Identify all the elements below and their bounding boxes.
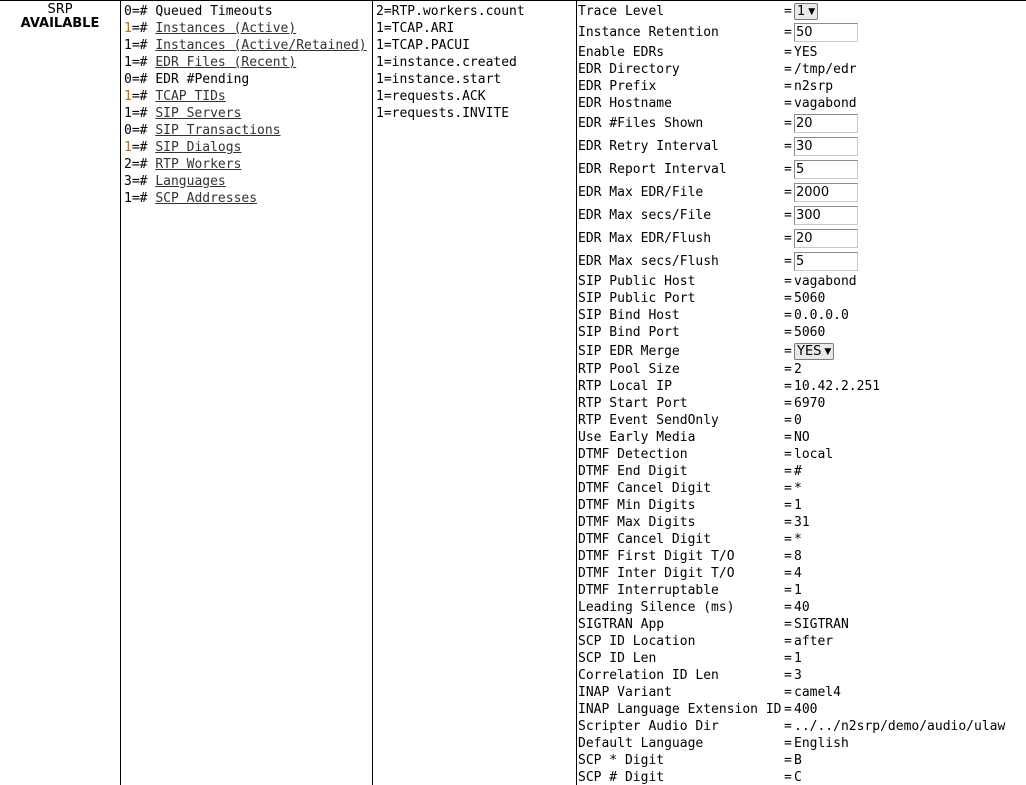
stat-label: instance.start	[391, 72, 502, 87]
setting-label: SIP Public Host	[578, 274, 696, 289]
counter-row-languages	[121, 173, 372, 190]
stats-column	[373, 1, 577, 785]
setting-equals: =	[784, 185, 792, 200]
counter-separator: =#	[131, 191, 148, 206]
instance-retention-input[interactable]	[794, 23, 858, 42]
counter-row-edr-pending	[121, 71, 372, 88]
stat-row: 2=RTP.workers.count	[376, 4, 525, 19]
counter-row-sip-dialogs	[121, 139, 372, 156]
setting-value: C	[794, 770, 802, 785]
chevron-down-icon: ▼	[824, 346, 832, 357]
counter-link-instances-active[interactable]: Instances (Active)	[155, 21, 297, 36]
setting-value-cell	[794, 650, 1005, 667]
counter-row-sip-transactions	[121, 122, 372, 139]
setting-equals: =	[784, 651, 792, 666]
counter-value: 0	[124, 123, 132, 138]
setting-value: 5060	[794, 325, 826, 340]
counter-separator: =#	[131, 72, 148, 87]
counter-value: 3	[124, 174, 132, 189]
setting-label: Enable EDRs	[578, 45, 665, 60]
setting-equals: =	[784, 583, 792, 598]
setting-value: 400	[794, 702, 818, 717]
setting-row-edr-files-shown	[578, 112, 1005, 135]
setting-label: SIP Public Port	[578, 291, 696, 306]
setting-equals: =	[784, 532, 792, 547]
setting-label: EDR Max EDR/File	[578, 185, 704, 200]
setting-row-sip-public-host	[578, 273, 1005, 290]
setting-row-edr-directory	[578, 61, 1005, 78]
edr-retry-interval-input[interactable]	[794, 137, 858, 156]
setting-row-instance-retention	[578, 21, 1005, 44]
setting-label: EDR Directory	[578, 62, 680, 77]
counter-row-tcap-tids	[121, 88, 372, 105]
setting-value-cell	[794, 341, 1005, 361]
setting-equals: =	[784, 753, 792, 768]
counter-separator: =#	[131, 140, 148, 155]
srp-header-column	[0, 1, 121, 785]
stats-list	[373, 1, 576, 122]
setting-value-cell	[794, 290, 1005, 307]
counter-separator: =#	[131, 4, 148, 19]
setting-row-sip-bind-host	[578, 307, 1005, 324]
setting-value: 10.42.2.251	[794, 379, 881, 394]
setting-label: EDR #Files Shown	[578, 116, 704, 131]
setting-row-dtmf-inter-digit-t-o	[578, 565, 1005, 582]
setting-value-cell	[794, 429, 1005, 446]
setting-value-cell	[794, 752, 1005, 769]
setting-equals: =	[784, 62, 792, 77]
setting-row-edr-retry-interval	[578, 135, 1005, 158]
setting-equals: =	[784, 96, 792, 111]
setting-equals: =	[784, 396, 792, 411]
setting-row-edr-max-edr-flush	[578, 227, 1005, 250]
setting-row-rtp-pool-size	[578, 361, 1005, 378]
stat-row: 1=instance.created	[376, 55, 517, 70]
setting-value-cell	[794, 667, 1005, 684]
setting-value: /tmp/edr	[794, 62, 857, 77]
setting-value: English	[794, 736, 849, 751]
setting-row-scp-digit	[578, 752, 1005, 769]
stat-row: 1=instance.start	[376, 72, 502, 87]
setting-row-enable-edrs	[578, 44, 1005, 61]
setting-value: *	[794, 532, 802, 547]
setting-value-cell	[794, 463, 1005, 480]
setting-equals: =	[784, 770, 792, 785]
counter-link-sip-servers[interactable]: SIP Servers	[155, 106, 242, 121]
setting-row-sip-bind-port	[578, 324, 1005, 341]
setting-row-dtmf-cancel-digit	[578, 480, 1005, 497]
counter-separator: =#	[131, 38, 148, 53]
setting-label: Default Language	[578, 736, 704, 751]
setting-value: vagabond	[794, 96, 857, 111]
setting-value-cell	[794, 158, 1005, 181]
setting-value-cell	[794, 361, 1005, 378]
stat-label: requests.INVITE	[391, 106, 510, 121]
select-value: YES	[797, 343, 822, 359]
setting-row-edr-max-secs-flush	[578, 250, 1005, 273]
counter-link-instances-active-retained[interactable]: Instances (Active/Retained)	[155, 38, 367, 53]
counters-list	[121, 1, 372, 207]
setting-equals: =	[784, 600, 792, 615]
setting-equals: =	[784, 308, 792, 323]
setting-equals: =	[784, 464, 792, 479]
setting-value: 0.0.0.0	[794, 308, 849, 323]
setting-row-edr-max-secs-file	[578, 204, 1005, 227]
counter-label-edr-pending: EDR #Pending	[155, 72, 250, 87]
setting-equals: =	[784, 566, 792, 581]
counter-separator: =#	[131, 106, 148, 121]
setting-label: DTMF Max Digits	[578, 515, 696, 530]
setting-label: SCP # Digit	[578, 770, 665, 785]
counter-row-scp-addresses	[121, 190, 372, 207]
edr-max-edr-file-input[interactable]	[794, 183, 858, 202]
setting-row-edr-report-interval	[578, 158, 1005, 181]
setting-value-cell	[794, 395, 1005, 412]
setting-equals: =	[784, 430, 792, 445]
edr-max-secs-file-input[interactable]	[794, 206, 858, 225]
setting-label: Scripter Audio Dir	[578, 719, 719, 734]
stat-row: 1=TCAP.ARI	[376, 21, 455, 36]
setting-equals: =	[784, 362, 792, 377]
counter-link-edr-files-recent[interactable]: EDR Files (Recent)	[155, 55, 297, 70]
counter-separator: =#	[131, 21, 148, 36]
counter-link-sip-transactions[interactable]: SIP Transactions	[155, 123, 281, 138]
setting-value: *	[794, 481, 802, 496]
setting-equals: =	[784, 79, 792, 94]
counter-value: 2	[124, 157, 132, 172]
setting-label: RTP Local IP	[578, 379, 672, 394]
setting-equals: =	[784, 685, 792, 700]
counter-value: 1	[124, 140, 132, 155]
stat-label: instance.created	[391, 55, 517, 70]
counter-row-edr-files-recent	[121, 54, 372, 71]
counter-row-rtp-workers	[121, 156, 372, 173]
setting-label: EDR Max secs/File	[578, 208, 712, 223]
setting-value: 0	[794, 413, 802, 428]
edr-max-edr-flush-input[interactable]	[794, 229, 858, 248]
setting-label: DTMF First Digit T/O	[578, 549, 735, 564]
setting-label: SIP EDR Merge	[578, 343, 680, 359]
setting-row-scp-id-len	[578, 650, 1005, 667]
setting-value-cell	[794, 701, 1005, 718]
setting-value: NO	[794, 430, 810, 445]
setting-label: INAP Language Extension ID	[578, 702, 782, 717]
setting-value-cell	[794, 497, 1005, 514]
setting-value: vagabond	[794, 274, 857, 289]
setting-value-cell	[794, 250, 1005, 273]
setting-row-scp-id-location	[578, 633, 1005, 650]
setting-value: camel4	[794, 685, 841, 700]
setting-value-cell	[794, 480, 1005, 497]
setting-value: #	[794, 464, 802, 479]
setting-row-dtmf-min-digits	[578, 497, 1005, 514]
setting-row-sigtran-app	[578, 616, 1005, 633]
setting-row-inap-language-extension-id	[578, 701, 1005, 718]
srp-name: SRP	[47, 2, 73, 17]
counter-row-queued-timeouts	[121, 3, 372, 20]
setting-equals: =	[784, 291, 792, 306]
setting-value: 1	[794, 651, 802, 666]
stat-label: TCAP.ARI	[391, 21, 455, 36]
setting-value-cell	[794, 324, 1005, 341]
setting-value: local	[794, 447, 834, 462]
setting-equals: =	[784, 498, 792, 513]
setting-equals: =	[784, 668, 792, 683]
counter-separator: =#	[131, 55, 148, 70]
setting-value-cell	[794, 135, 1005, 158]
counter-row-instances-active-retained	[121, 37, 372, 54]
counter-link-sip-dialogs[interactable]: SIP Dialogs	[155, 140, 242, 155]
setting-equals: =	[784, 116, 792, 131]
setting-value-cell	[794, 565, 1005, 582]
counter-link-scp-addresses[interactable]: SCP Addresses	[155, 191, 258, 206]
stat-row: 1=requests.INVITE	[376, 106, 510, 121]
setting-equals: =	[784, 617, 792, 632]
settings-table	[578, 1, 1005, 785]
setting-label: DTMF Min Digits	[578, 498, 696, 513]
setting-equals: =	[784, 719, 792, 734]
setting-label: RTP Event SendOnly	[578, 413, 719, 428]
setting-equals: =	[784, 549, 792, 564]
setting-equals: =	[784, 481, 792, 496]
counter-value: 0	[124, 72, 132, 87]
setting-label: EDR Max secs/Flush	[578, 254, 719, 269]
stat-value: 1	[376, 21, 384, 36]
setting-equals: =	[784, 3, 792, 19]
setting-label: DTMF Inter Digit T/O	[578, 566, 735, 581]
setting-value: 4	[794, 566, 802, 581]
setting-equals: =	[784, 162, 792, 177]
setting-equals: =	[784, 413, 792, 428]
stat-value: 1	[376, 106, 384, 121]
setting-label: DTMF Cancel Digit	[578, 481, 712, 496]
setting-value-cell	[794, 599, 1005, 616]
counter-row-instances-active	[121, 20, 372, 37]
setting-row-leading-silence-ms	[578, 599, 1005, 616]
setting-label: SCP ID Location	[578, 634, 696, 649]
setting-label: Correlation ID Len	[578, 668, 719, 683]
setting-value: 6970	[794, 396, 826, 411]
setting-label: SIGTRAN App	[578, 617, 665, 632]
setting-value: SIGTRAN	[794, 617, 849, 632]
setting-row-trace-level	[578, 1, 1005, 21]
setting-value-cell	[794, 273, 1005, 290]
setting-value-cell	[794, 44, 1005, 61]
setting-label: DTMF Detection	[578, 447, 688, 462]
srp-status: AVAILABLE	[20, 16, 100, 31]
setting-value: n2srp	[794, 79, 834, 94]
setting-label: SCP * Digit	[578, 753, 665, 768]
setting-value: 2	[794, 362, 802, 377]
stat-row: 1=requests.ACK	[376, 89, 486, 104]
setting-label: EDR Retry Interval	[578, 139, 719, 154]
setting-equals: =	[784, 736, 792, 751]
setting-value-cell	[794, 446, 1005, 463]
stat-value: 1	[376, 38, 384, 53]
stat-row: 1=TCAP.PACUI	[376, 38, 470, 53]
setting-value: 1	[794, 498, 802, 513]
stat-label: TCAP.PACUI	[391, 38, 470, 53]
counter-row-sip-servers	[121, 105, 372, 122]
setting-value: 8	[794, 549, 802, 564]
setting-row-rtp-start-port	[578, 395, 1005, 412]
setting-value: 31	[794, 515, 810, 530]
setting-equals: =	[784, 634, 792, 649]
setting-row-dtmf-end-digit	[578, 463, 1005, 480]
setting-equals: =	[784, 702, 792, 717]
select-value: 1	[797, 3, 806, 19]
counter-separator: =#	[131, 174, 148, 189]
setting-value: 1	[794, 583, 802, 598]
chevron-down-icon: ▼	[808, 6, 816, 17]
counter-value: 1	[124, 38, 132, 53]
setting-row-dtmf-max-digits	[578, 514, 1005, 531]
setting-row-edr-max-edr-file	[578, 181, 1005, 204]
edr-max-secs-flush-input[interactable]	[794, 252, 858, 271]
setting-value-cell	[794, 548, 1005, 565]
setting-value: YES	[794, 45, 818, 60]
settings-column	[577, 1, 1026, 785]
setting-equals: =	[784, 231, 792, 246]
stat-value: 1	[376, 72, 384, 87]
setting-label: Use Early Media	[578, 430, 696, 445]
counter-link-rtp-workers[interactable]: RTP Workers	[155, 157, 242, 172]
setting-row-rtp-local-ip	[578, 378, 1005, 395]
setting-row-dtmf-interruptable	[578, 582, 1005, 599]
setting-label: Leading Silence (ms)	[578, 600, 735, 615]
counter-value: 1	[124, 21, 132, 36]
trace-level-select[interactable]	[794, 3, 818, 20]
counter-value: 1	[124, 106, 132, 121]
setting-row-use-early-media	[578, 429, 1005, 446]
setting-value: 3	[794, 668, 802, 683]
setting-value-cell	[794, 531, 1005, 548]
counter-value: 1	[124, 89, 132, 104]
sip-edr-merge-select[interactable]	[794, 343, 834, 360]
setting-equals: =	[784, 25, 792, 40]
setting-equals: =	[784, 139, 792, 154]
setting-value-cell	[794, 181, 1005, 204]
setting-value-cell	[794, 769, 1005, 785]
setting-label: DTMF Cancel Digit	[578, 532, 712, 547]
setting-row-dtmf-cancel-digit	[578, 531, 1005, 548]
setting-equals: =	[784, 45, 792, 60]
setting-row-dtmf-detection	[578, 446, 1005, 463]
counter-value: 0	[124, 4, 132, 19]
setting-equals: =	[784, 343, 792, 359]
stat-value: 1	[376, 55, 384, 70]
setting-value-cell	[794, 307, 1005, 324]
setting-label: DTMF End Digit	[578, 464, 688, 479]
setting-value-cell	[794, 616, 1005, 633]
counter-separator: =#	[131, 123, 148, 138]
counter-separator: =#	[131, 157, 148, 172]
counter-label-queued-timeouts: Queued Timeouts	[155, 4, 273, 19]
setting-value-cell	[794, 633, 1005, 650]
setting-row-sip-public-port	[578, 290, 1005, 307]
setting-label: EDR Max EDR/Flush	[578, 231, 712, 246]
setting-value: B	[794, 753, 802, 768]
setting-row-default-language	[578, 735, 1005, 752]
counter-value: 1	[124, 191, 132, 206]
setting-equals: =	[784, 379, 792, 394]
setting-value: after	[794, 634, 834, 649]
stat-label: requests.ACK	[391, 89, 486, 104]
setting-equals: =	[784, 447, 792, 462]
setting-value: 40	[794, 600, 810, 615]
setting-value-cell	[794, 718, 1005, 735]
setting-value-cell	[794, 684, 1005, 701]
setting-row-rtp-event-sendonly	[578, 412, 1005, 429]
setting-row-scp-digit	[578, 769, 1005, 785]
setting-equals: =	[784, 515, 792, 530]
setting-value-cell	[794, 378, 1005, 395]
setting-label: EDR Report Interval	[578, 162, 727, 177]
setting-row-dtmf-first-digit-t-o	[578, 548, 1005, 565]
setting-equals: =	[784, 325, 792, 340]
setting-label: RTP Pool Size	[578, 362, 680, 377]
setting-value-cell	[794, 514, 1005, 531]
setting-equals: =	[784, 254, 792, 269]
setting-label: Trace Level	[578, 3, 665, 19]
stat-label: RTP.workers.count	[391, 4, 525, 19]
setting-label: EDR Hostname	[578, 96, 672, 111]
setting-label: INAP Variant	[578, 685, 672, 700]
edr-files-shown-input[interactable]	[794, 114, 858, 133]
counter-link-tcap-tids[interactable]: TCAP TIDs	[155, 89, 226, 104]
setting-value-cell	[794, 582, 1005, 599]
edr-report-interval-input[interactable]	[794, 160, 858, 179]
counter-separator: =#	[131, 89, 148, 104]
setting-equals: =	[784, 208, 792, 223]
setting-row-correlation-id-len	[578, 667, 1005, 684]
counters-column	[121, 1, 373, 785]
setting-label: SCP ID Len	[578, 651, 657, 666]
setting-row-edr-hostname	[578, 95, 1005, 112]
stat-value: 2	[376, 4, 384, 19]
setting-label: DTMF Interruptable	[578, 583, 719, 598]
counter-link-languages[interactable]: Languages	[155, 174, 226, 189]
counter-value: 1	[124, 55, 132, 70]
setting-row-scripter-audio-dir	[578, 718, 1005, 735]
setting-value-cell	[794, 95, 1005, 112]
setting-equals: =	[784, 274, 792, 289]
setting-row-edr-prefix	[578, 78, 1005, 95]
setting-label: EDR Prefix	[578, 79, 657, 94]
setting-value-cell	[794, 78, 1005, 95]
setting-label: Instance Retention	[578, 25, 719, 40]
setting-value-cell	[794, 412, 1005, 429]
setting-value-cell	[794, 227, 1005, 250]
setting-value-cell	[794, 21, 1005, 44]
setting-value-cell	[794, 204, 1005, 227]
setting-label: SIP Bind Host	[578, 308, 680, 323]
setting-row-inap-variant	[578, 684, 1005, 701]
setting-label: SIP Bind Port	[578, 325, 680, 340]
setting-value-cell	[794, 112, 1005, 135]
setting-value-cell	[794, 1, 1005, 21]
setting-value-cell	[794, 61, 1005, 78]
setting-value: 5060	[794, 291, 826, 306]
setting-value: ../../n2srp/demo/audio/ulaw	[794, 719, 1006, 734]
setting-label: RTP Start Port	[578, 396, 688, 411]
setting-value-cell	[794, 735, 1005, 752]
setting-row-sip-edr-merge	[578, 341, 1005, 361]
stat-value: 1	[376, 89, 384, 104]
